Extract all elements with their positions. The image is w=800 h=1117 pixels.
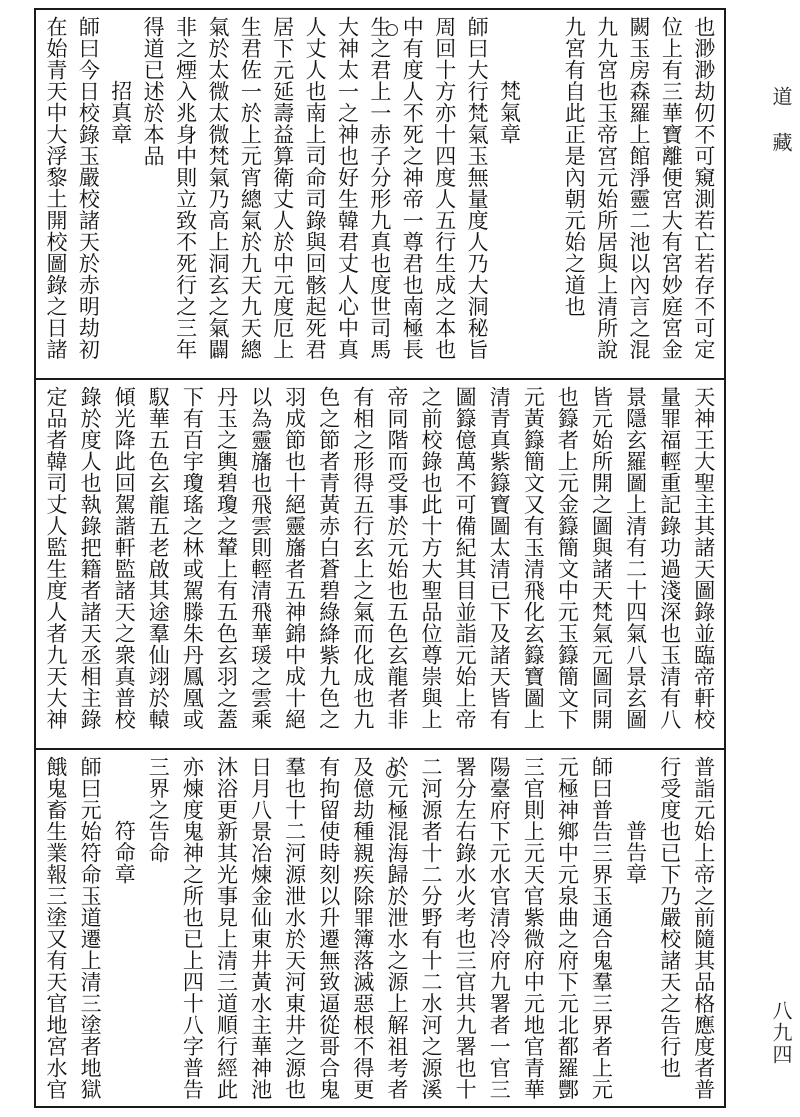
text-column: 景隱玄羅圖上清有二十四氣八景玄圖 — [623, 386, 648, 730]
text-column: 陽臺府下元水官清冷府九署者一官三 — [487, 756, 512, 1100]
text-column: 之前校錄也此十方大聖品位尊崇與上 — [419, 386, 444, 730]
text-column: 普詣元始上帝之前隨其品格應度者普 — [691, 756, 716, 1100]
text-column: 亦煉度鬼神之所也已上四十八字普告 — [180, 756, 205, 1100]
text-column: 也渺渺劫仞不可窺測若亡若存不可定 — [691, 16, 716, 360]
text-column: 師曰元始符命玉道遷上清三塗者地獄 — [78, 756, 103, 1100]
text-column: 周回十方亦十四度人五行生成之本也 — [432, 16, 457, 360]
text-column: 餓鬼畜生業報三塗又有天官地宮水官 — [44, 756, 68, 1100]
text-column: 圖籙億萬不可備紀其目並詣元始上帝 — [453, 386, 478, 730]
text-column: 馭華五色玄龍五老啟其途羣仙翊於轅 — [146, 386, 171, 730]
middle-panel — [36, 380, 724, 748]
blank-column — [528, 10, 556, 378]
text-column: 定品者韓司丈人監生度人者九天大神 — [44, 386, 68, 730]
text-column: 在始青天中大浮黎土開校圖錄之日諸 — [44, 16, 68, 360]
text-column: 下有百宇瓊瑤之林或駕滕朱丹鳳凰或 — [180, 386, 205, 730]
text-columns — [42, 10, 718, 378]
text-column: 九九宮也玉帝宮元始所居與上清所說 — [594, 16, 619, 360]
chapter-heading: 符命章 — [112, 820, 137, 885]
text-column: 生君佐一於上元宵總氣於九天九天總 — [238, 16, 263, 360]
text-column: 得道已述於本品 — [141, 16, 166, 167]
text-column: 及億劫種親疾除罪簿落滅惡根不得更 — [350, 756, 375, 1100]
text-column: 有相之形得五行玄上之氣而化成也九 — [350, 386, 375, 730]
text-column: 居下元延壽益算衛丈人於中元度厄上 — [270, 16, 295, 360]
text-column: 沐浴更新其光事見上清三道順行經此 — [214, 756, 239, 1100]
text-column: 傾光降此回駕諧軒監諸天之衆真普校 — [112, 386, 137, 730]
text-column: 行受度也已下乃嚴校諸天之告行也 — [657, 756, 682, 1079]
text-column: 九宮有自此正是內朝元始之道也 — [562, 16, 587, 317]
text-column: 色之節者青黃赤白蒼碧綠絳紫九色之 — [316, 386, 341, 730]
text-columns — [42, 750, 718, 1106]
text-column: 位上有三華寶離便宮大有宮妙庭宮金 — [659, 16, 684, 360]
text-column: 人丈人也南上司命司錄與回骸起死君 — [303, 16, 328, 360]
text-column: 二河源者十二分野有十二水河之源溪 — [419, 756, 444, 1100]
text-columns — [42, 380, 718, 748]
text-column: 生之君上一赤子分形九真也度世司馬 — [367, 16, 392, 360]
text-column: 署分左右錄水火考也三官共九署也十 — [453, 756, 478, 1100]
text-column: 於元極混海歸於泄水之源上解祖考者 — [384, 756, 409, 1100]
lower-panel — [36, 750, 724, 1106]
text-column: 天神王大聖主其諸天圖錄並臨帝軒校 — [691, 386, 716, 730]
upper-panel — [36, 10, 724, 378]
text-column: 師曰今日校錄玉嚴校諸天於赤明劫初 — [76, 16, 101, 360]
text-column: 羣也十二河源泄水於天河東井之源也 — [282, 756, 307, 1100]
text-column: 中有度人不死之神帝一尊君也南極長 — [400, 16, 425, 360]
text-column: 清青真紫籙寶圖太清已下及諸天皆有 — [487, 386, 512, 730]
text-column: 羽成節也十絕靈旛者五神錦中成十絕 — [282, 386, 307, 730]
scripture-page-frame — [34, 8, 726, 1108]
text-column: 師曰大行梵氣玉無量度人乃大洞秘旨 — [465, 16, 490, 360]
page-number: 八九四 — [769, 1000, 793, 1066]
text-column: 元極神鄉中元泉曲之府下元北都羅酆 — [555, 756, 580, 1100]
text-column: 元黃籙簡文又有玉清飛化玄籙寶圖上 — [521, 386, 546, 730]
text-column: 三界之告命 — [146, 756, 171, 864]
text-column: 錄於度人也執錄把籍者諸天丞相主錄 — [78, 386, 103, 730]
text-column: 量罪福輕重記錄功過淺深也玉清有八 — [657, 386, 682, 730]
text-column: 也籙者上元金籙簡文中元玉籙簡文下 — [555, 386, 580, 730]
text-column: 師曰普告三界玉通合鬼羣三界者上元 — [589, 756, 614, 1100]
text-column: 丹玉之輿碧瓊之輦上有五色玄羽之蓋 — [214, 386, 239, 730]
text-column: 氣於太微太微梵氣乃高上洞玄之氣闢 — [205, 16, 230, 360]
text-column: 以為靈旛也飛雲則輕清飛華瑗之雲乘 — [248, 386, 273, 730]
text-column: 日月八景冶煉金仙東井黃水主華神池 — [248, 756, 273, 1100]
text-column: 有拘留使時刻以升遷無致逼從哥合鬼 — [316, 756, 341, 1100]
text-column: 皆元始所開之圖與諸天梵氣元圖同開 — [589, 386, 614, 730]
text-column: 大神太一之神也好生韓君丈人心中真 — [335, 16, 360, 360]
text-column: 非之煙入兆身中則立致不死行之三年 — [173, 16, 198, 360]
collection-title: 道藏 — [769, 86, 793, 178]
text-column: 闕玉房森羅上館淨靈二池以內言之混 — [627, 16, 652, 360]
text-column: 帝同階而受事於元始也五色玄龍者非 — [384, 386, 409, 730]
chapter-heading: 普告章 — [623, 820, 648, 885]
text-column: 三官則上元天官紫微府中元地官青華 — [521, 756, 546, 1100]
chapter-heading: 招真章 — [108, 80, 133, 145]
chapter-heading: 梵氣章 — [497, 80, 522, 145]
